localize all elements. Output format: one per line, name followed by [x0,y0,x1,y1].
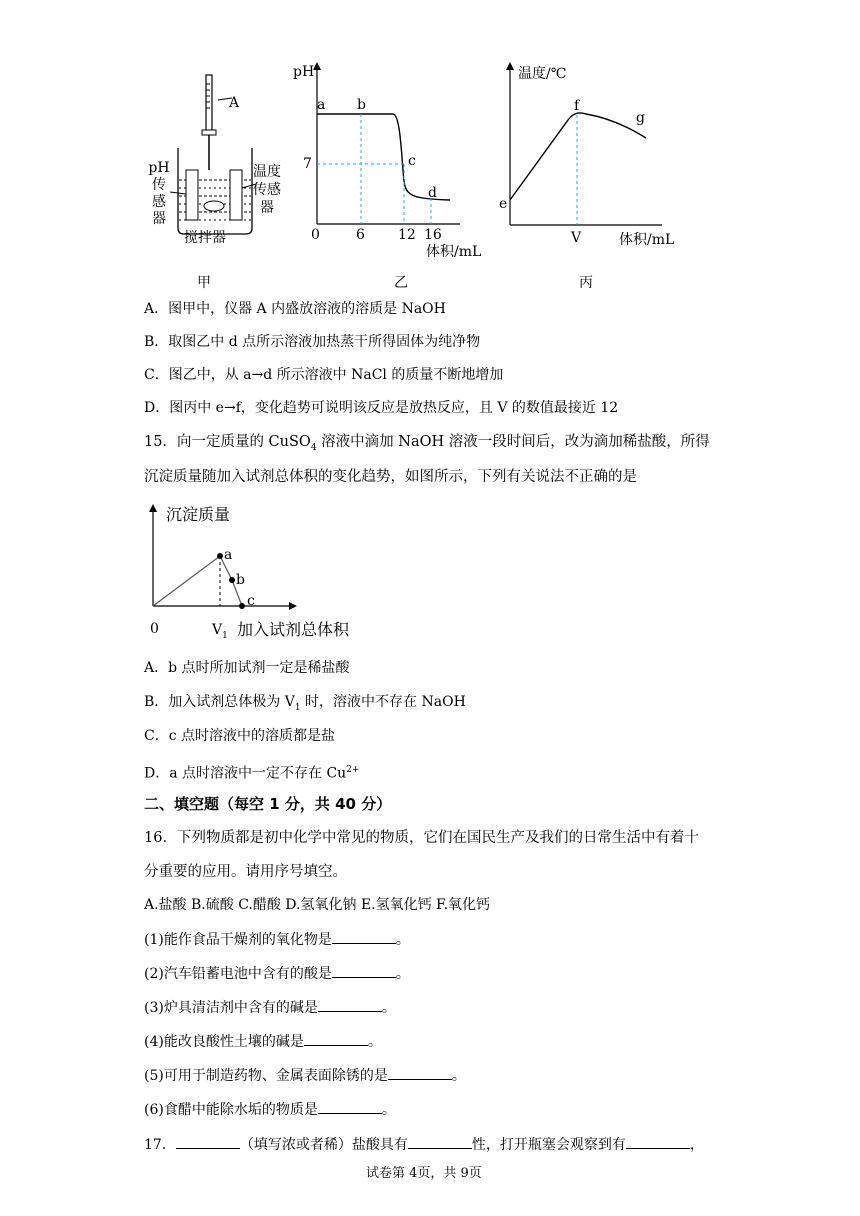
yi-xtick: 12 [398,227,416,243]
ph-sensor-line: 器 [152,211,166,227]
answer-blank[interactable] [408,1134,472,1149]
yi-xlabel: 体积/mL [426,244,482,260]
figure-caption-yi: 乙 [394,275,408,291]
answer-blank[interactable] [176,1134,240,1149]
ph-sensor-line: 传 [152,177,166,193]
q15-option-a: A．b 点时所加试剂一定是稀盐酸 [144,660,350,676]
q15-stem-line2: 沉淀质量随加入试剂总体积的变化趋势，如图所示，下列有关说法不正确的是 [144,469,637,485]
q16-item-text: (5)可用于制造药物、金属表面除锈的是 [144,1068,388,1084]
figure-caption-jia: 甲 [197,275,211,291]
ph-sensor-label [148,160,170,228]
temp-sensor-label [251,163,283,217]
q15-option-b-sub: 1 [294,702,301,713]
q16-item [144,1031,382,1052]
q15-option-c: C．c 点时溶液中的溶质都是盐 [144,728,336,744]
q16-item-end: 。 [451,1068,466,1084]
yi-xtick: 16 [424,227,442,243]
q17-number: 17． [144,1137,176,1153]
answer-blank[interactable] [304,1031,368,1046]
answer-blank[interactable] [388,1065,452,1080]
yi-xtick: 6 [356,227,365,243]
q16-item-text: (6)食醋中能除水垢的物质是 [144,1102,318,1118]
q17-text: ， [689,1137,704,1153]
temp-sensor-line: 器 [260,200,274,216]
yi-ylabel: pH [293,64,315,80]
q16-stem-line1: 16．下列物质都是初中化学中常见的物质，它们在国民生产及我们的日常生活中有着十 [144,830,699,846]
temp-sensor-line: 传感 [253,182,281,198]
q16-item-end: 。 [395,932,410,948]
yi-point-b: b [357,97,366,113]
q15-point-b: b [236,572,245,588]
yi-point-d: d [428,185,437,201]
q16-item [144,997,396,1018]
yi-point-a: a [317,97,326,113]
q16-item-end: 。 [367,1034,382,1050]
q16-item [144,963,410,984]
temp-sensor-line: 温度 [253,164,281,180]
stirrer-label: 搅拌器 [184,230,226,246]
q16-item-text: (4)能改良酸性土壤的碱是 [144,1034,304,1050]
q14-option-b: B．取图乙中 d 点所示溶液加热蒸干所得固体为纯净物 [144,334,481,350]
q15-option-b [144,692,466,718]
figure-yi [290,60,500,265]
yi-ytick-7: 7 [303,156,312,172]
q16-item [144,929,410,950]
q14-option-a: A．图甲中，仪器 A 内盛放溶液的溶质是 NaOH [144,301,446,317]
figure-caption-bing: 丙 [579,275,593,291]
q15-stem-text: 15．向一定质量的 CuSO [144,434,311,450]
bing-ylabel: 温度/℃ [518,66,567,82]
page-footer: 试卷第 4页，共 9页 [366,1166,482,1181]
bing-point-g: g [636,110,645,126]
q15-v1-sub: 1 [222,630,228,641]
q17-text: 性，打开瓶塞会观察到有 [471,1137,626,1153]
q15-point-a: a [224,547,233,563]
q16-choices: A.盐酸 B.硫酸 C.醋酸 D.氢氧化钠 E.氢氧化钙 F.氧化钙 [144,897,491,913]
bing-xlabel: 体积/mL [619,232,675,248]
yi-point-c: c [408,153,416,169]
ph-sensor-line: pH [148,160,170,176]
answer-blank[interactable] [332,929,396,944]
q14-option-d: D．图丙中 e→f，变化趋势可说明该反应是放热反应，且 V 的数值最接近 12 [144,400,619,416]
section-heading: 二、填空题（每空 1 分，共 40 分） [144,795,392,813]
figure-bing [500,60,685,240]
label-a: A [229,95,240,111]
q16-item-text: (1)能作食品干燥剂的氧化物是 [144,932,332,948]
q15-option-b-text: 时，溶液中不存在 NaOH [300,694,466,710]
answer-blank[interactable] [318,997,382,1012]
answer-blank[interactable] [332,963,396,978]
q15-v1 [212,620,228,646]
answer-blank[interactable] [626,1134,690,1149]
q15-option-b-text: B．加入试剂总体极为 V [144,694,295,710]
bing-point-e: e [499,196,508,212]
answer-blank[interactable] [318,1099,382,1114]
q15-stem-line1 [144,432,710,458]
q16-item-end: 。 [381,1102,396,1118]
q15-option-d-text: D．a 点时溶液中一定不存在 Cu [144,765,347,782]
q15-v1-text: V [212,622,223,638]
bing-xtick-v: V [571,230,582,246]
q16-item-text: (2)汽车铅蓄电池中含有的酸是 [144,966,332,982]
q16-item [144,1099,396,1120]
q16-item-text: (3)炉具清洁剂中含有的碱是 [144,1000,318,1016]
yi-origin: 0 [311,227,320,243]
q16-item [144,1065,466,1086]
q15-xlabel: 加入试剂总体积 [237,620,350,639]
q16-item-end: 。 [395,966,410,982]
q17-text: （填写浓或者稀）盐酸具有 [239,1137,408,1153]
q15-origin: 0 [150,621,159,637]
q17-line [144,1134,704,1155]
ph-sensor-line: 感 [152,194,166,210]
bing-point-f: f [574,98,580,114]
q16-stem-line2: 分重要的应用。请用序号填空。 [144,864,347,880]
q15-stem-text: 溶液中滴加 NaOH 溶液一段时间后，改为滴加稀盐酸，所得 [316,434,710,450]
q15-subscript: 4 [310,442,317,453]
q14-option-c: C．图乙中，从 a→d 所示溶液中 NaCl 的质量不断地增加 [144,367,504,383]
q15-point-c: c [247,593,255,609]
q16-item-end: 。 [381,1000,396,1016]
q15-option-d [144,760,359,784]
q15-ylabel: 沉淀质量 [166,505,231,524]
q15-option-d-sup: 2+ [346,765,360,775]
